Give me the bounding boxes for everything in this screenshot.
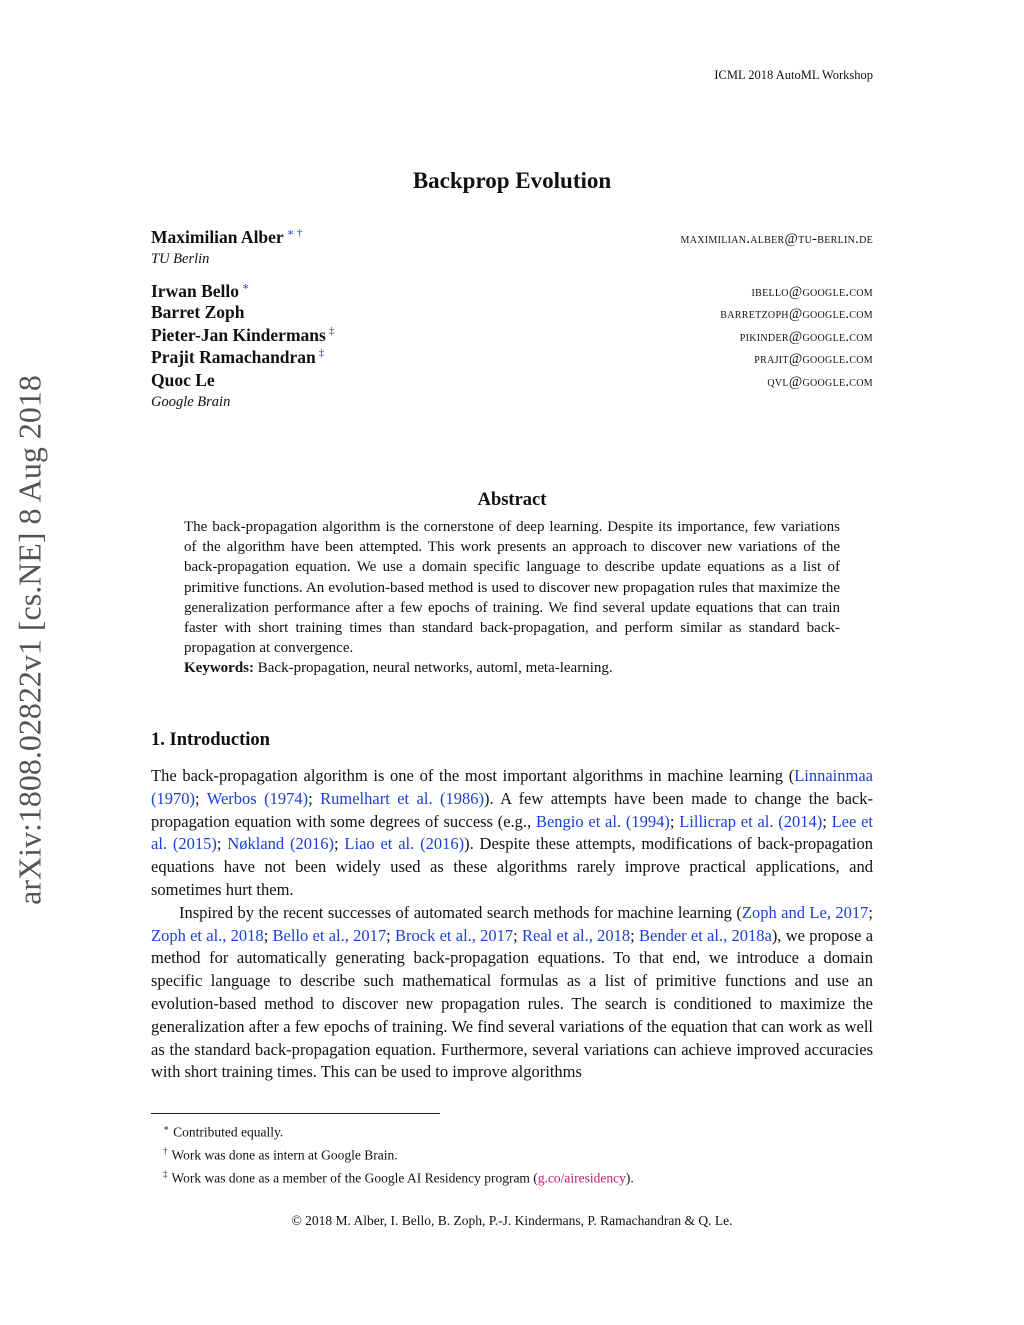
citation-link[interactable]: Brock et al., 2017 <box>395 925 514 945</box>
footnotes <box>163 1119 634 1188</box>
paragraph: The back-propagation algorithm is one of the most important algorithms in machine learning (Linnainmaa (1970); Werbos (1974); Rumelhart et al. (1986)). A few attempts have been made to change the back-propagation equation with some degrees of success (e.g., Bengio et al. (1994); Lillicrap et al. (2014); Lee et al. (2015); Nøkland (2016); Liao et al. (2016)). Despite these attempts, modifications of back-propagation equations have not been widely used as these algorithms rarely improve practical applications, and sometimes hurt them. <box>151 766 874 899</box>
citation-link[interactable]: Linnainmaa (1970) <box>151 766 873 808</box>
author-email[interactable]: prajit@google.com <box>754 351 873 367</box>
arxiv-identifier: arXiv:1808.02822v1 [cs.NE] 8 Aug 2018 <box>11 375 48 905</box>
author-email[interactable]: pikinder@google.com <box>739 328 873 345</box>
author-row <box>151 370 873 393</box>
author-email[interactable]: maximilian.alber@tu-berlin.de <box>680 230 873 247</box>
footnote: ∗ Contributed equally. <box>163 1123 284 1140</box>
citation-link[interactable]: Bello et al., 2017 <box>272 925 387 945</box>
footnote-rule <box>151 1113 440 1114</box>
author-email[interactable]: qvl@google.com <box>767 373 873 390</box>
keywords-text: Back-propagation, neural networks, automl, meta-learning. <box>257 660 613 677</box>
author-row <box>151 280 873 303</box>
citation-link[interactable]: Bengio et al. (1994) <box>535 811 670 831</box>
citation-link[interactable]: Lee et al. (2015) <box>151 811 873 854</box>
citation-link[interactable]: Nøkland (2016) <box>227 834 334 854</box>
citation-link[interactable]: Liao et al. (2016) <box>344 834 465 854</box>
author-name: Maximilian Alber ∗ † <box>151 226 303 247</box>
author-email[interactable]: barretzoph@google.com <box>720 306 873 322</box>
introduction-body <box>151 765 873 1084</box>
citation-link[interactable]: Zoph et al., 2018 <box>151 925 264 945</box>
footnote: † Work was done as intern at Google Brain. <box>163 1146 398 1163</box>
section-heading: 1. Introduction <box>151 730 270 750</box>
author-name: Pieter-Jan Kindermans ‡ <box>151 324 335 345</box>
keywords <box>184 660 613 676</box>
author-row <box>151 347 873 370</box>
author-block <box>151 226 873 414</box>
affiliation: Google Brain <box>151 394 231 410</box>
paragraph: Inspired by the recent successes of automated search methods for machine learning (Zoph and Le, 2017; Zoph et al., 2018; Bello et al., 2017; Brock et al., 2017; Real et al., 2018; Bender et al., 2018a), we propose a method for automatically generating back-propagation equations. To that end, we introduce a domain specific language to describe such mathematical formulas as a list of primitive functions and use an evolution-based method to discover new propagation rules. The search is conditioned to maximize the generalization after a few epochs of training. We find several variations of the equation that can work as well as the standard back-propagation equation. Furthermore, several variations can achieve improved accuracies with short training times. This can be used to improve algorithms <box>151 902 874 1082</box>
author-name: Irwan Bello ∗ <box>151 280 250 301</box>
author-row <box>151 226 873 249</box>
citation-link[interactable]: Rumelhart et al. (1986) <box>320 788 484 808</box>
author-row <box>151 325 873 348</box>
citation-link[interactable]: Real et al., 2018 <box>522 925 631 945</box>
author-email[interactable]: ibello@google.com <box>751 284 873 301</box>
venue-header: ICML 2018 AutoML Workshop <box>714 68 873 82</box>
footnote: ‡ Work was done as a member of the Google AI Residency program (g.co/airesidency). <box>163 1169 634 1186</box>
author-name: Prajit Ramachandran ‡ <box>151 347 325 367</box>
affiliation: TU Berlin <box>151 250 210 267</box>
abstract-heading: Abstract <box>477 490 547 510</box>
citation-link[interactable]: Bender et al., 2018a <box>638 925 772 945</box>
author-name: Quoc Le <box>151 369 215 390</box>
citation-link[interactable]: Lillicrap et al. (2014) <box>679 811 823 831</box>
citation-link[interactable]: Zoph and Le, 2017 <box>741 902 869 922</box>
keywords-label: Keywords: <box>184 660 254 677</box>
author-name: Barret Zoph <box>151 302 245 322</box>
url-link[interactable]: g.co/airesidency <box>537 1170 626 1186</box>
citation-link[interactable]: Werbos (1974) <box>206 788 309 808</box>
author-row <box>151 302 873 325</box>
copyright-line: © 2018 M. Alber, I. Bello, B. Zoph, P.-J. Kindermans, P. Ramachandran & Q. Le. <box>291 1213 733 1228</box>
abstract-body <box>184 517 840 679</box>
paper-title: Backprop Evolution <box>412 168 612 193</box>
abstract-text: The back-propagation algorithm is the cornerstone of deep learning. Despite its importance, few variations of the algorithm have been attempted. This work presents an approach to discover new variations of the back-propagation equation. We use a domain specific language to describe update equations as a list of primitive functions. An evolution-based method is used to discover new propagation rules that maximize the generalization performance after a few epochs of training. We find several update equations that can train faster with short training times than standard back-propagation, and perform similar as standard back-propagation at convergence. <box>184 519 840 657</box>
